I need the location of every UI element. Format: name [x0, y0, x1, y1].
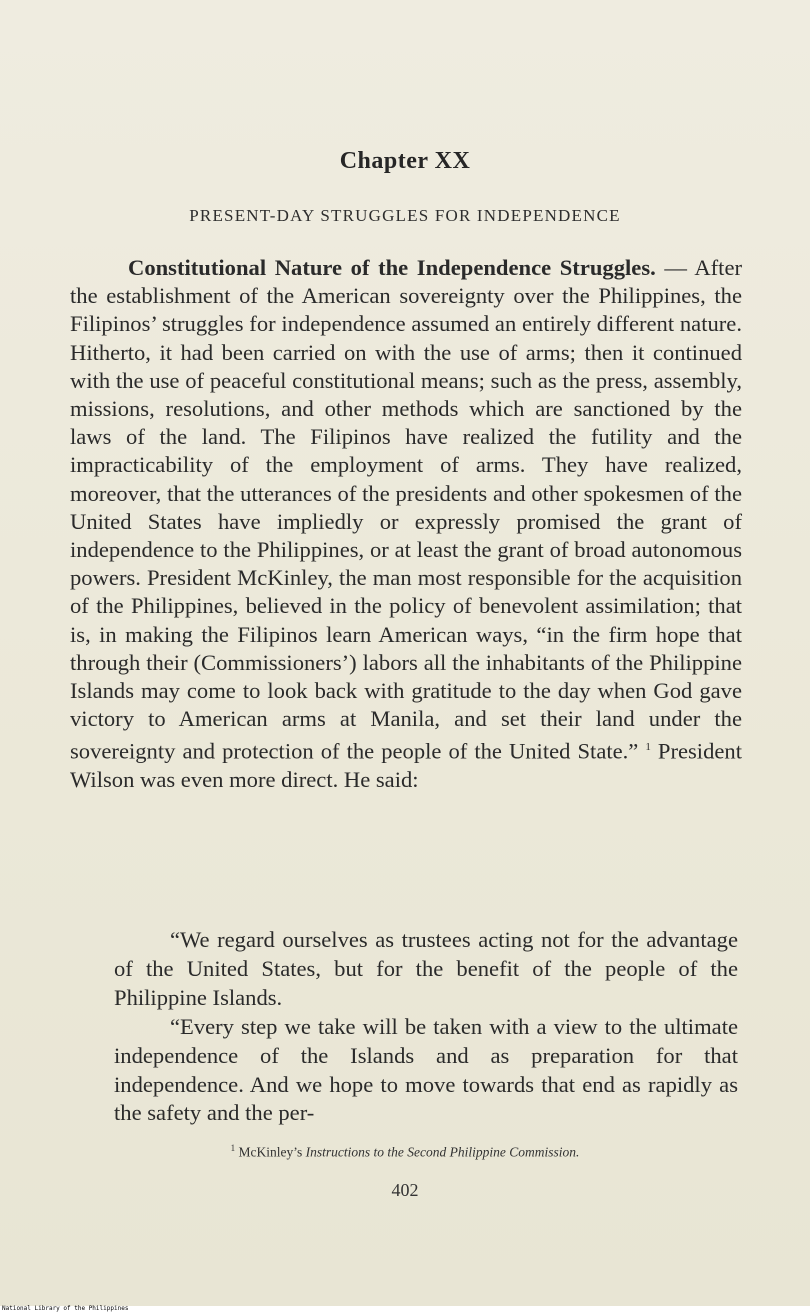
footnote-marker: 1: [230, 1143, 236, 1153]
chapter-subtitle: PRESENT-DAY STRUGGLES FOR INDEPENDENCE: [189, 206, 621, 225]
body-text: — After the establishment of the American sovereignty over the Philippines, the Filipinos’ struggles for independence assumed an entirely different nature. Hitherto, it had been carried on with the use of arms; then it continued with the use of peaceful constitutional means; such as the press, assembly, missions, resolutions, and other methods which are sanctioned by the laws of the land. The Filipinos have realized the futility and the impracticability of the employment of arms. They have realized, moreover, that the utterances of the presidents and other spokesmen of the United States have impliedly or expressly promised the grant of independence to the Philippines, or at least the grant of broad autonomous powers. President McKinley, the man most responsible for the acquisition of the Philippines, believed in the policy of benevolent assimilation; that is, in making the Filipinos learn American ways, “in the firm hope that through their (Commissioners’) labors all the inhabitants of the Philippine Islands may come to look back with gratitude to the day when God gave victory to American arms at Manila, and set their land under the sovereignty and protection of the people of the United State.”: [70, 255, 742, 764]
body-text-continued: President Wilson was even more direct. He said:: [70, 738, 742, 793]
footnote-reference: 1: [645, 741, 651, 754]
quote-block-1: [114, 926, 738, 1012]
section-heading: Constitutional Nature of the Independence Struggles.: [128, 255, 656, 280]
footnote-author: McKinley’s: [238, 1144, 303, 1160]
page-number: 402: [391, 1180, 419, 1200]
quote-block-2: [114, 1013, 738, 1128]
quote-paragraph-2: “Every step we take will be taken with a view to the ultimate independence of the Islands and as preparation for that independence. And we hope to move towards that end as rapidly as the safety and the per-: [114, 1014, 738, 1126]
footnote-title: Instructions to the Second Philippine Commission.: [305, 1144, 580, 1160]
footnote: [0, 1143, 810, 1161]
body-paragraph: [70, 254, 742, 794]
chapter-heading: Chapter XX: [339, 148, 471, 174]
library-credit: National Library of the Philippines: [2, 1305, 129, 1312]
quote-paragraph-1: “We regard ourselves as trustees acting not for the advantage of the United States, but for the benefit of the people of the Philippine Islands.: [114, 927, 738, 1010]
